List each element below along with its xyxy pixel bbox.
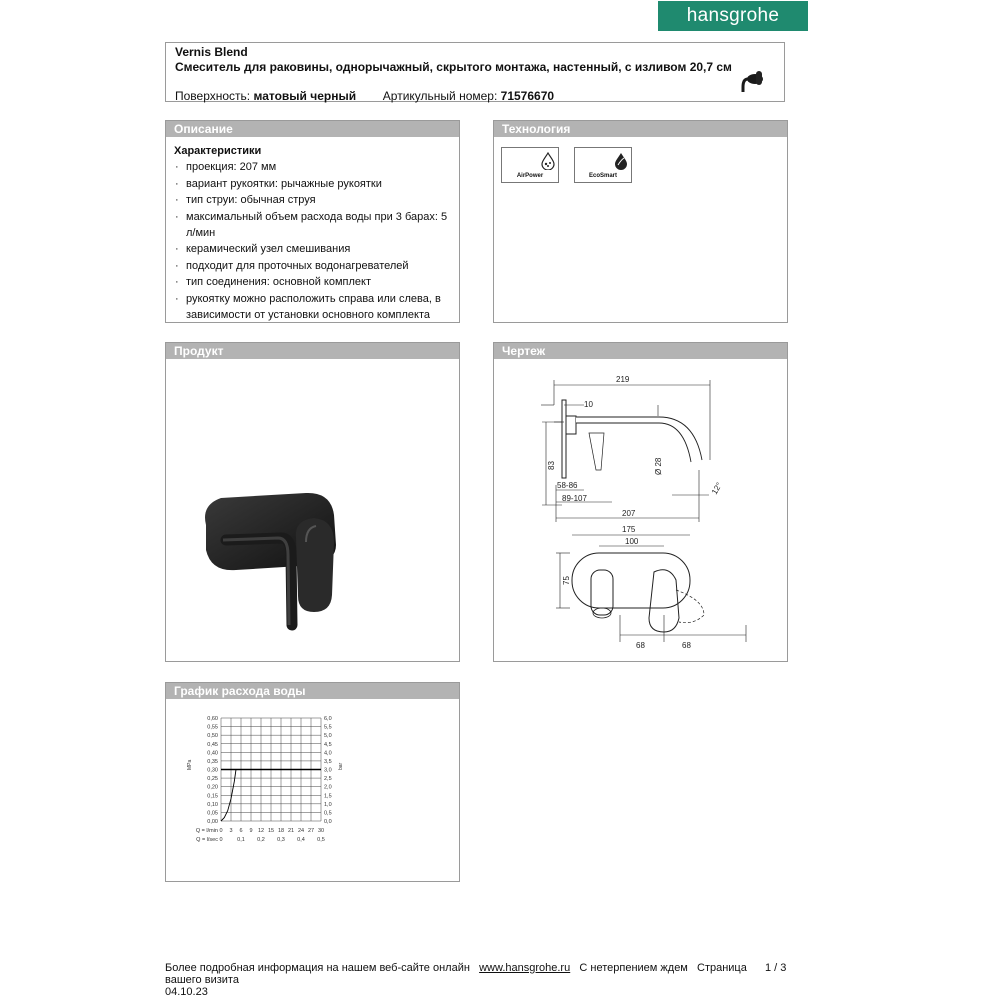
dim-label: 68 bbox=[636, 641, 645, 650]
x2-tick-label: 0,3 bbox=[277, 837, 285, 843]
product-image bbox=[166, 360, 459, 660]
characteristics-list bbox=[174, 159, 459, 323]
x-tick-label: 6 bbox=[239, 828, 243, 834]
technology-panel bbox=[493, 120, 788, 323]
x-tick-label: 21 bbox=[287, 828, 295, 834]
ecosmart-icon bbox=[613, 152, 629, 170]
footer-url[interactable]: www.hansgrohe.ru bbox=[479, 962, 571, 974]
y2-tick-label: 0,5 bbox=[324, 810, 332, 817]
product-header bbox=[165, 42, 785, 102]
dim-label: Ø 28 bbox=[654, 457, 663, 475]
dim-label: 68 bbox=[682, 641, 691, 650]
y2-tick-label: 3,5 bbox=[324, 758, 332, 765]
list-item: · максимальный объем расхода воды при 3 барах: 5 л/мин bbox=[174, 209, 459, 241]
article-label: Артикульный номер: bbox=[382, 89, 498, 103]
footer-wish: С нетерпением ждем вашего визита bbox=[165, 962, 688, 986]
flow-chart bbox=[166, 700, 459, 880]
description-panel bbox=[165, 120, 460, 323]
dim-label: 83 bbox=[547, 461, 556, 470]
flow-chart-panel bbox=[165, 682, 460, 882]
dim-label: 100 bbox=[625, 537, 639, 546]
x-tick-label: 12 bbox=[257, 828, 265, 834]
list-item: · проекция: 207 мм bbox=[174, 159, 459, 175]
y-tick-label: 0,00 bbox=[207, 819, 218, 825]
y-tick-label: 0,45 bbox=[207, 741, 218, 748]
list-item: · вариант рукоятки: рычажные рукоятки bbox=[174, 176, 459, 192]
y2-tick-label: 4,0 bbox=[324, 750, 332, 757]
product-meta bbox=[175, 89, 554, 103]
article-value: 71576670 bbox=[500, 89, 555, 103]
drawing-panel bbox=[493, 342, 788, 662]
flow-chart-title: График расхода воды bbox=[166, 683, 459, 699]
y-axis-label: MPa bbox=[187, 759, 193, 770]
x2-tick-label: 0,4 bbox=[297, 837, 305, 843]
dim-label: 58-86 bbox=[557, 481, 578, 490]
list-item: · рукоятку можно расположить справа или слева, в зависимости от установки основного комплекта bbox=[174, 291, 459, 323]
x-tick-label: 18 bbox=[277, 828, 285, 834]
description-title: Описание bbox=[166, 121, 459, 137]
x-tick-label: 15 bbox=[267, 828, 275, 834]
drawing-title: Чертеж bbox=[494, 343, 787, 359]
ecosmart-label: EcoSmart bbox=[588, 173, 617, 179]
y-tick-label: 0,55 bbox=[207, 724, 218, 731]
y-tick-label: 0,60 bbox=[207, 716, 218, 722]
product-name: Vernis Blend bbox=[175, 45, 248, 59]
y-tick-label: 0,40 bbox=[207, 750, 218, 757]
y2-tick-label: 5,5 bbox=[324, 724, 332, 731]
faucet-thumbnail bbox=[740, 67, 766, 97]
dim-label: 75 bbox=[562, 576, 571, 585]
y2-tick-label: 2,0 bbox=[324, 784, 332, 791]
y-tick-label: 0,25 bbox=[207, 776, 218, 783]
product-title: Продукт bbox=[166, 343, 459, 359]
list-item: · подходит для проточных водонагревателей bbox=[174, 258, 459, 274]
y2-axis-label: bar bbox=[338, 762, 344, 770]
footer-date: 04.10.23 bbox=[165, 986, 208, 998]
y2-tick-label: 4,5 bbox=[324, 741, 332, 748]
x-tick-label: 0 bbox=[219, 828, 223, 834]
technical-drawing bbox=[494, 360, 787, 660]
dim-label: 10 bbox=[584, 400, 593, 409]
x2-tick-label: 0,2 bbox=[257, 837, 265, 843]
footer-info: Более подробная информация на нашем веб-сайте онлайн bbox=[165, 962, 470, 974]
list-item: · тип струи: обычная струя bbox=[174, 192, 459, 208]
dim-label: 175 bbox=[622, 525, 636, 534]
y2-tick-label: 1,0 bbox=[324, 801, 332, 808]
x2-tick-label: 0,1 bbox=[237, 837, 245, 843]
page-label: Страница bbox=[697, 962, 747, 974]
y-tick-label: 0,05 bbox=[207, 810, 218, 817]
x-row2-label: Q = l/sec bbox=[196, 837, 218, 843]
y-tick-label: 0,30 bbox=[207, 767, 218, 774]
y-tick-label: 0,10 bbox=[207, 801, 218, 808]
y2-tick-label: 3,0 bbox=[324, 767, 332, 774]
y-tick-label: 0,20 bbox=[207, 784, 218, 791]
list-item: · керамический узел смешивания bbox=[174, 241, 459, 257]
airpower-icon bbox=[540, 152, 556, 170]
footer bbox=[165, 962, 787, 998]
y2-tick-label: 5,0 bbox=[324, 733, 332, 740]
x-tick-label: 9 bbox=[249, 828, 253, 834]
x-tick-label: 3 bbox=[229, 828, 233, 834]
y2-tick-label: 1,5 bbox=[324, 793, 332, 800]
y-tick-label: 0,15 bbox=[207, 793, 218, 800]
product-description: Смеситель для раковины, однорычажный, скрытого монтажа, настенный, с изливом 20,7 см bbox=[175, 60, 732, 74]
page-number: 1 / 3 bbox=[765, 962, 787, 974]
technology-title: Технология bbox=[494, 121, 787, 137]
y2-tick-label: 0,0 bbox=[324, 819, 332, 825]
airpower-badge bbox=[501, 147, 559, 183]
y2-tick-label: 2,5 bbox=[324, 776, 332, 783]
dim-label: 207 bbox=[622, 509, 636, 518]
ecosmart-badge bbox=[574, 147, 632, 183]
brand-logo: hansgrohe bbox=[658, 1, 808, 31]
dim-label: 219 bbox=[616, 375, 630, 384]
product-panel bbox=[165, 342, 460, 662]
list-item: · тип соединения: основной комплект bbox=[174, 274, 459, 290]
x2-tick-label: 0 bbox=[219, 837, 223, 843]
x-row1-label: Q = l/min bbox=[195, 828, 218, 834]
y2-tick-label: 6,0 bbox=[324, 716, 332, 722]
surface-label: Поверхность: bbox=[175, 89, 251, 103]
y-tick-label: 0,35 bbox=[207, 758, 218, 765]
x2-tick-label: 0,5 bbox=[317, 837, 325, 843]
x-tick-label: 30 bbox=[317, 828, 325, 834]
x-tick-label: 24 bbox=[297, 828, 305, 834]
dim-label: 89-107 bbox=[562, 494, 587, 503]
surface-value: матовый черный bbox=[253, 89, 357, 103]
x-tick-label: 27 bbox=[307, 828, 315, 834]
airpower-label: AirPower bbox=[516, 173, 544, 179]
dim-label: 12° bbox=[709, 481, 724, 496]
characteristics-heading: Характеристики bbox=[174, 145, 262, 157]
y-tick-label: 0,50 bbox=[207, 733, 218, 740]
